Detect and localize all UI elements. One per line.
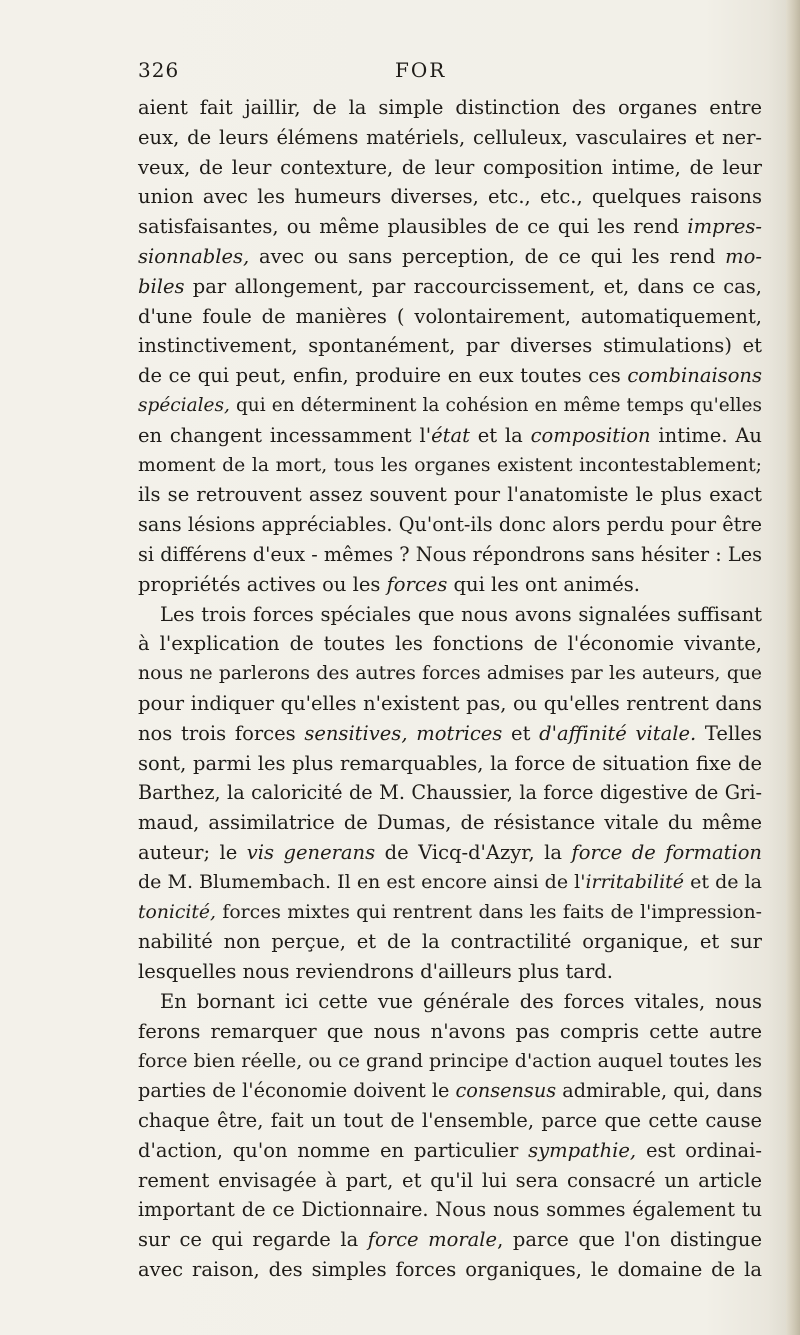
text-run: , parce que l'on distingue	[497, 1228, 762, 1252]
text-line	[138, 391, 762, 421]
text-run: Barthez, la caloricité de M. Chaussier, la force digestive de Gri-	[138, 781, 762, 805]
text-run: intime. Au	[650, 423, 762, 447]
text-line	[138, 570, 762, 600]
text-line	[138, 153, 762, 183]
text-line	[138, 212, 762, 242]
text-run: union avec les humeurs diverses, etc., etc., quelques raisons	[138, 185, 762, 209]
text-run: satisfaisantes, ou même plausibles de ce qui les rend	[138, 215, 688, 239]
text-line	[138, 272, 762, 302]
text-run: d'une foule de manières ( volontairement, automatiquement,	[138, 304, 762, 328]
text-run: de Vicq-d'Azyr, la	[375, 840, 572, 864]
italic-text: combinaisons	[627, 364, 762, 388]
text-run: parties de l'économie doivent le	[138, 1079, 456, 1103]
text-run: moment de la mort, tous les organes existent incontestablement;	[138, 454, 762, 476]
text-run: sans lésions appréciables. Qu'ont-ils donc alors perdu pour être	[138, 513, 762, 537]
text-line	[138, 510, 762, 540]
text-run: eux, de leurs élémens matériels, celluleux, vasculaires et ner-	[138, 125, 762, 149]
page-number: 326	[138, 58, 180, 82]
italic-text: d'affinité vitale.	[539, 721, 697, 745]
italic-text: sensitives, motrices	[304, 721, 503, 745]
text-run: si différens d'eux - mêmes ? Nous répondrons sans hésiter : Les	[138, 542, 762, 566]
text-run: en changent incessamment l'	[138, 423, 432, 447]
text-line	[138, 1166, 762, 1196]
page-edge	[786, 0, 800, 1335]
text-run: important de ce Dictionnaire. Nous nous sommes également tu	[138, 1198, 762, 1222]
text-run: veux, de leur contexture, de leur composition intime, de leur	[138, 155, 762, 179]
text-run: rement envisagée à part, et qu'il lui sera consacré un article	[138, 1168, 762, 1192]
text-run: qui les ont animés.	[447, 572, 640, 596]
italic-text: force morale	[367, 1228, 498, 1252]
text-line	[138, 1195, 762, 1225]
text-line	[138, 1106, 762, 1136]
text-run: Telles	[696, 721, 762, 745]
text-line	[138, 1225, 762, 1255]
text-run: pour indiquer qu'elles n'existent pas, ou qu'elles rentrent dans	[138, 691, 762, 715]
text-run: avec raison, des simples forces organiques, le domaine de la	[138, 1258, 762, 1282]
text-run: forces mixtes qui rentrent dans les faits de l'impression-	[216, 901, 762, 923]
text-line	[138, 1076, 762, 1106]
text-run: maud, assimilatrice de Dumas, de résistance vitale du même	[138, 811, 762, 835]
text-line	[138, 778, 762, 808]
text-line	[138, 331, 762, 361]
text-line	[138, 182, 762, 212]
text-line	[138, 659, 762, 689]
text-run: à l'explication de toutes les fonctions de l'économie vivante,	[138, 632, 762, 656]
italic-text: vis generans	[246, 840, 376, 864]
body-text	[138, 93, 762, 1285]
text-run: admirable, qui, dans	[556, 1079, 763, 1103]
text-line	[138, 480, 762, 510]
text-line	[138, 808, 762, 838]
text-run: propriétés actives ou les	[138, 572, 387, 596]
text-run: est ordinai-	[636, 1138, 763, 1162]
text-line	[138, 600, 762, 630]
text-line	[138, 719, 762, 749]
text-line	[138, 361, 762, 391]
text-run: chaque être, fait un tout de l'ensemble, parce que cette cause	[138, 1109, 762, 1133]
italic-text: tonicité,	[138, 901, 216, 923]
text-run: En bornant ici cette vue générale des forces vitales, nous	[160, 989, 762, 1013]
text-line	[138, 749, 762, 779]
text-line	[138, 838, 762, 868]
italic-text: mo-	[725, 244, 762, 268]
italic-text: spéciales,	[138, 394, 230, 416]
text-line	[138, 242, 762, 272]
text-run: instinctivement, spontanément, par diverses stimulations) et	[138, 334, 762, 358]
italic-text: irritabilité	[585, 870, 685, 893]
text-line	[138, 540, 762, 570]
text-line	[138, 927, 762, 957]
text-run: nos trois forces	[138, 721, 305, 745]
text-run: nous ne parlerons des autres forces admises par les auteurs, que	[138, 663, 762, 685]
running-head: FOR	[395, 58, 447, 82]
text-line	[138, 451, 762, 481]
text-run: sont, parmi les plus remarquables, la force de situation fixe de	[138, 751, 762, 775]
text-line	[138, 868, 762, 898]
text-run: par allongement, par raccourcissement, et, dans ce cas,	[184, 274, 762, 298]
text-run: lesquelles nous reviendrons d'ailleurs plus tard.	[138, 960, 613, 984]
text-line	[138, 987, 762, 1017]
text-run: ils se retrouvent assez souvent pour l'anatomiste le plus exact	[138, 483, 762, 507]
text-run: sur ce qui regarde la	[138, 1228, 368, 1252]
italic-text: impres-	[687, 215, 762, 239]
italic-text: composition	[530, 423, 651, 447]
text-line	[138, 421, 762, 451]
text-run: aient fait jaillir, de la simple distinction des organes entre	[138, 96, 762, 119]
text-line	[138, 629, 762, 659]
text-run: et la	[469, 423, 531, 447]
italic-text: force de formation	[571, 840, 762, 864]
text-run: d'action, qu'on nomme en particulier	[138, 1138, 529, 1162]
text-run: de M. Blumembach. Il en est encore ainsi de l'	[138, 870, 586, 893]
text-line	[138, 93, 762, 123]
text-line	[138, 123, 762, 153]
text-line	[138, 957, 762, 987]
text-run: auteur; le	[138, 840, 247, 864]
text-line	[138, 302, 762, 332]
text-run: de ce qui peut, enfin, produire en eux toutes ces	[138, 364, 628, 388]
text-run: et	[502, 721, 540, 745]
text-run: nabilité non perçue, et de la contractilité organique, et sur	[138, 930, 762, 954]
italic-text: forces	[386, 572, 448, 596]
italic-text: biles	[138, 274, 185, 298]
text-line	[138, 1136, 762, 1166]
text-run: qui en déterminent la cohésion en même temps qu'elles	[229, 394, 762, 416]
italic-text: sionnables,	[138, 244, 250, 268]
text-line	[138, 689, 762, 719]
text-run: avec ou sans perception, de ce qui les rend	[249, 244, 726, 268]
text-line	[138, 1255, 762, 1285]
italic-text: consensus	[455, 1079, 557, 1103]
text-line	[138, 1047, 762, 1077]
page-header	[138, 58, 738, 88]
text-line	[138, 1017, 762, 1047]
text-run: Les trois forces spéciales que nous avons signalées suffisant	[160, 602, 762, 626]
text-run: force bien réelle, ou ce grand principe d'action auquel toutes les	[138, 1049, 762, 1072]
italic-text: état	[431, 423, 470, 447]
italic-text: sympathie,	[528, 1138, 637, 1162]
text-line	[138, 898, 762, 928]
text-run: et de la	[684, 870, 763, 893]
text-run: ferons remarquer que nous n'avons pas compris cette autre	[138, 1019, 762, 1043]
